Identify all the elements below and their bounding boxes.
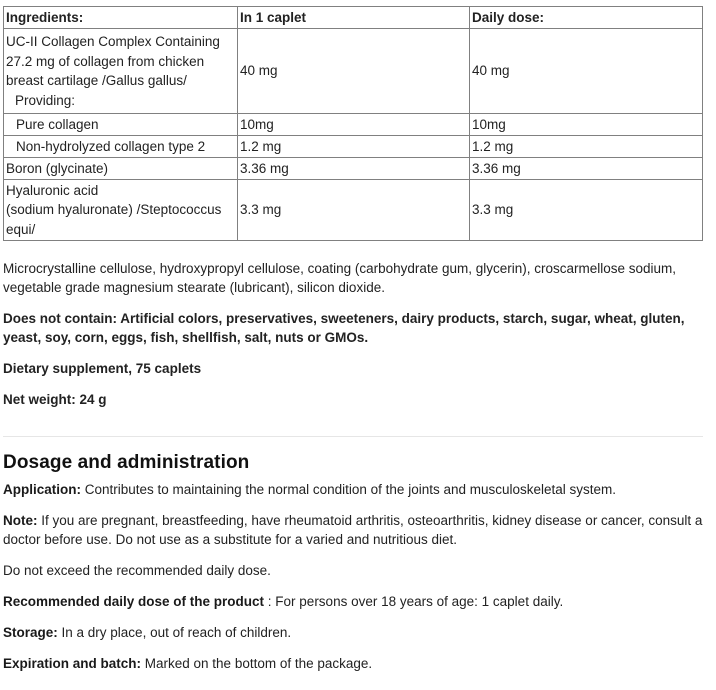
storage-label: Storage: — [3, 625, 58, 640]
ingredient-cell: Pure collagen — [4, 114, 238, 136]
per-caplet-cell: 40 mg — [238, 29, 470, 114]
ingredient-line: breast cartilage /Gallus gallus/ — [6, 73, 187, 88]
daily-dose-cell: 3.3 mg — [470, 180, 703, 241]
ingredient-line: Hyaluronic acid — [6, 182, 99, 198]
per-caplet-cell: 3.3 mg — [238, 180, 470, 241]
note-text: If you are pregnant, breastfeeding, have rheumatoid arthritis, osteoarthritis, kidney disease or cancer, consult a doctor before use. Do not use as a substitute for a varied and nutritious diet. — [3, 513, 703, 547]
table-row — [4, 136, 703, 158]
free-from-text: Does not contain: Artificial colors, preservatives, sweeteners, dairy products, starch, sugar, wheat, gluten, yeast, soy, corn, eggs, fish, shellfish, salt, nuts or GMOs. — [3, 311, 685, 345]
product-info-page — [0, 6, 716, 673]
per-caplet-cell: 10mg — [238, 114, 470, 136]
header-per-caplet: In 1 caplet — [238, 7, 470, 29]
ingredient-line: (sodium hyaluronate) /Steptococcus — [6, 202, 222, 218]
daily-dose-cell: 10mg — [470, 114, 703, 136]
recommended-dose-label: Recommended daily dose of the product — [3, 594, 265, 609]
package-text: Dietary supplement, 75 caplets — [3, 361, 202, 376]
per-caplet-cell: 3.36 mg — [238, 158, 470, 180]
recommended-dose-text: : For persons over 18 years of age: 1 caplet daily. — [264, 594, 564, 609]
ingredient-sub-label: Providing: — [15, 92, 76, 108]
storage-text: In a dry place, out of reach of children. — [57, 625, 292, 640]
table-header-row — [4, 7, 703, 29]
per-caplet-cell: 1.2 mg — [238, 136, 470, 158]
dosage-heading: Dosage and administration — [3, 452, 250, 473]
net-weight-text: Net weight: 24 g — [3, 392, 107, 407]
header-daily-dose: Daily dose: — [470, 7, 703, 29]
ingredient-cell — [4, 29, 238, 114]
ingredient-cell: Non-hydrolyzed collagen type 2 — [4, 136, 238, 158]
note-label: Note: — [3, 513, 38, 528]
table-row — [4, 114, 703, 136]
ingredient-line: equi/ — [6, 221, 36, 237]
expiration-paragraph — [3, 654, 716, 673]
excipients-text: Microcrystalline cellulose, hydroxypropyl cellulose, coating (carbohydrate gum, glycerin), croscarmellose sodium, vegetable grade magnesium stearate (lubricant), silicon dioxide. — [3, 261, 677, 295]
daily-dose-cell: 3.36 mg — [470, 158, 703, 180]
application-paragraph — [3, 480, 716, 499]
header-ingredients: Ingredients: — [4, 7, 238, 29]
table-row — [4, 158, 703, 180]
section-divider — [3, 436, 703, 437]
expiration-text: Marked on the bottom of the package. — [141, 656, 373, 671]
dose-warning-text: Do not exceed the recommended daily dose. — [3, 563, 271, 578]
table-row — [4, 180, 703, 241]
ingredient-cell — [4, 180, 238, 241]
application-label: Application: — [3, 482, 81, 497]
daily-dose-cell: 40 mg — [470, 29, 703, 114]
ingredient-line: 27.2 mg of collagen from chicken — [6, 53, 205, 69]
note-paragraph — [3, 511, 716, 549]
ingredient-cell: Boron (glycinate) — [4, 158, 238, 180]
application-text: Contributes to maintaining the normal condition of the joints and musculoskeletal system. — [81, 482, 617, 497]
daily-dose-cell: 1.2 mg — [470, 136, 703, 158]
table-row — [4, 29, 703, 114]
recommended-dose-paragraph — [3, 592, 716, 611]
expiration-label: Expiration and batch: — [3, 656, 142, 671]
ingredients-table — [3, 6, 703, 241]
storage-paragraph — [3, 623, 716, 642]
ingredient-line: UC-II Collagen Complex Containing — [6, 34, 220, 49]
